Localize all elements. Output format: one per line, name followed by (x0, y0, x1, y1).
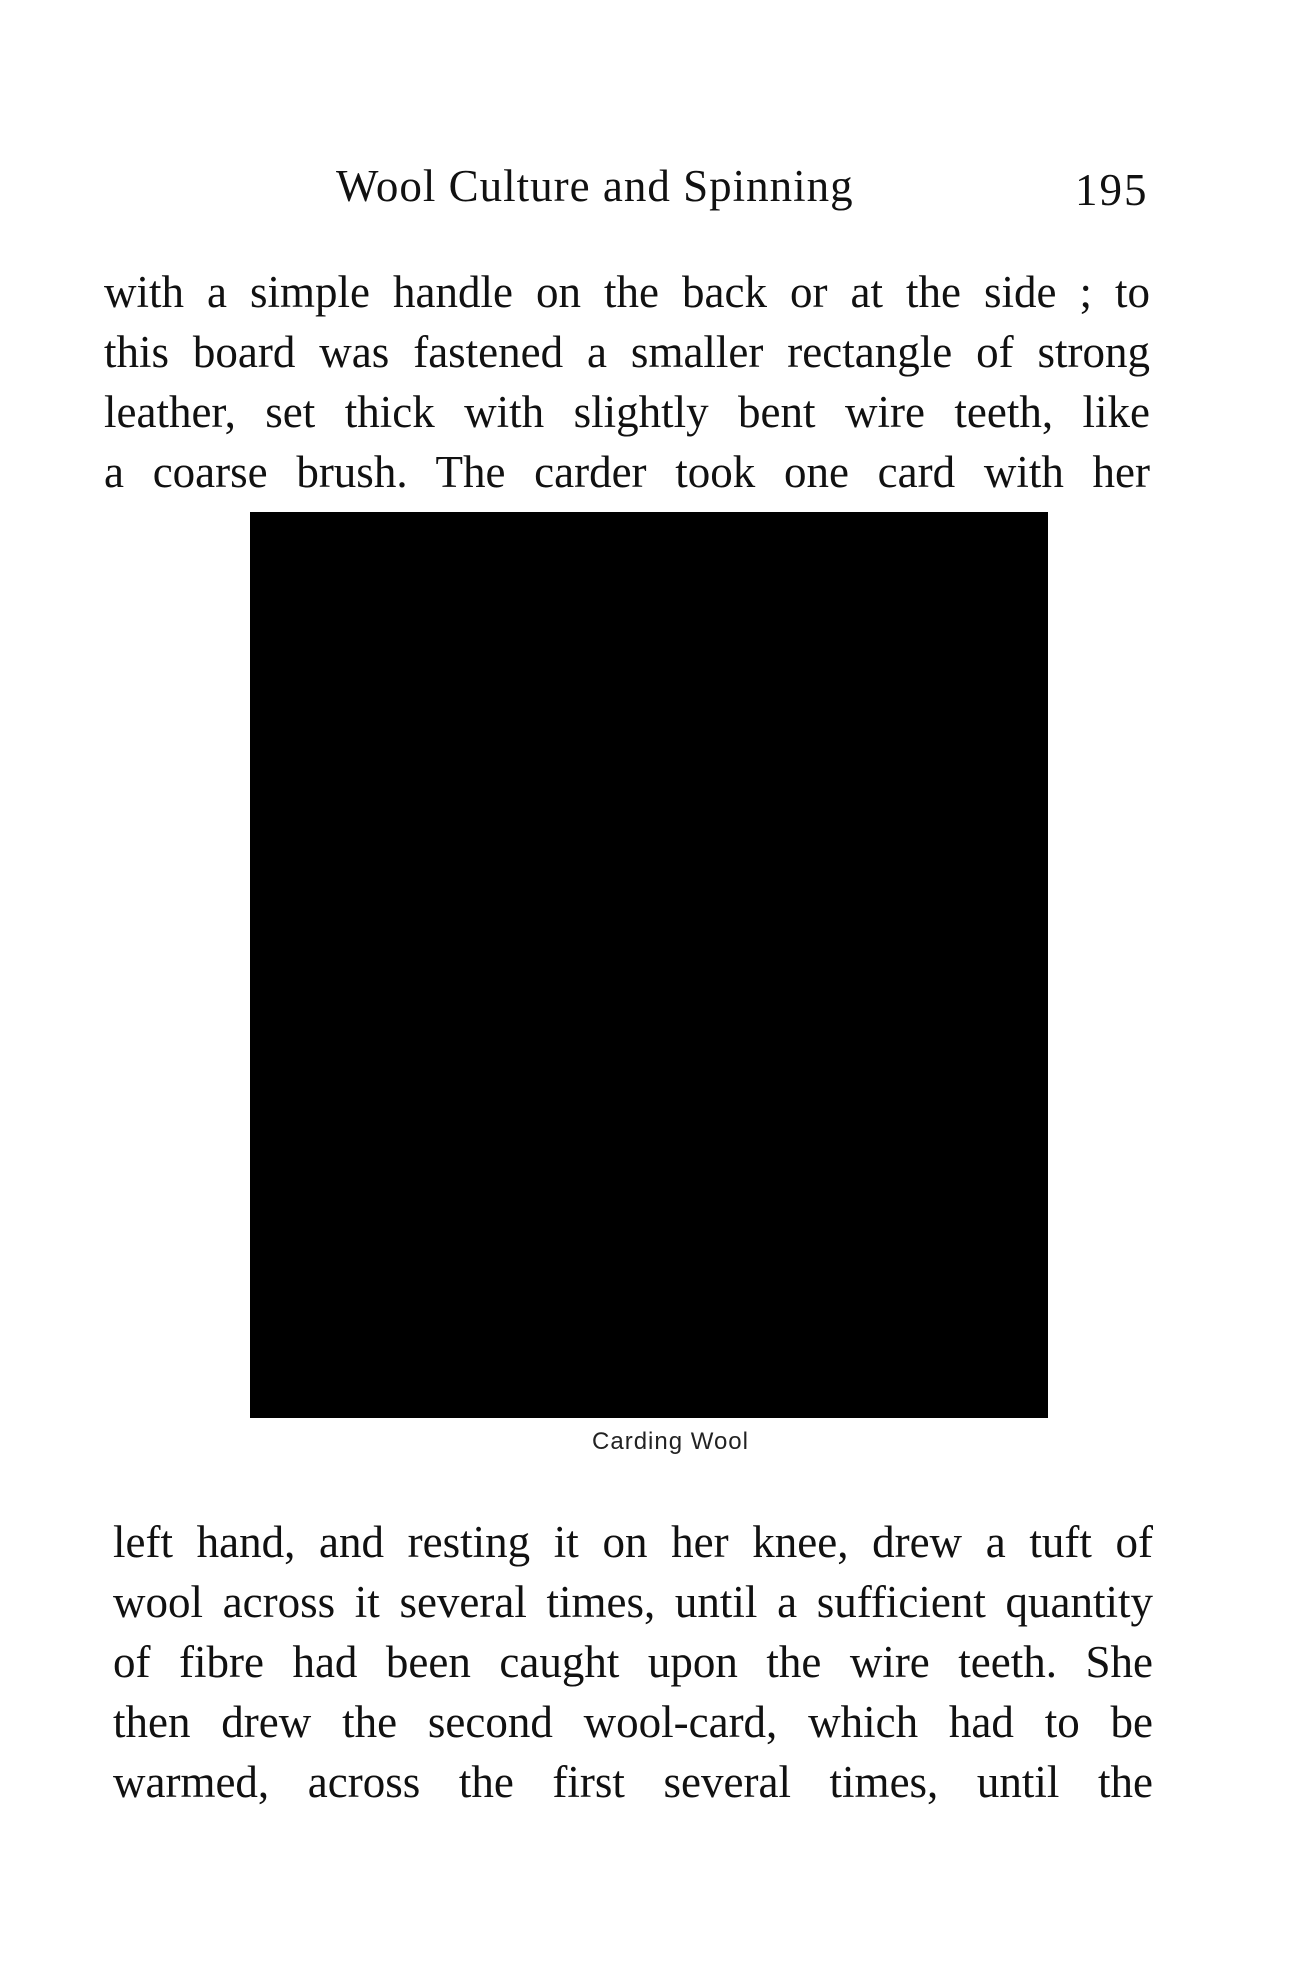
figure-caption: Carding Wool (592, 1428, 749, 1455)
text-line: of fibre had been caught upon the wire teeth. She (113, 1637, 1153, 1687)
figure-plate (250, 512, 1048, 1418)
text-line: warmed, across the first several times, until the (113, 1757, 1153, 1807)
text-line: this board was fastened a smaller rectangle of strong (104, 327, 1150, 377)
text-line: left hand, and resting it on her knee, drew a tuft of (113, 1517, 1153, 1567)
text-line: wool across it several times, until a sufficient quantity (113, 1577, 1153, 1627)
running-head (0, 160, 1305, 220)
page-number: 195 (1075, 165, 1149, 215)
text-line: with a simple handle on the back or at the side ; to (104, 267, 1150, 317)
text-line: then drew the second wool-card, which had to be (113, 1697, 1153, 1747)
text-line: a coarse brush. The carder took one card with her (104, 447, 1150, 497)
text-line: leather, set thick with slightly bent wire teeth, like (104, 387, 1150, 437)
running-title: Wool Culture and Spinning (336, 161, 854, 211)
